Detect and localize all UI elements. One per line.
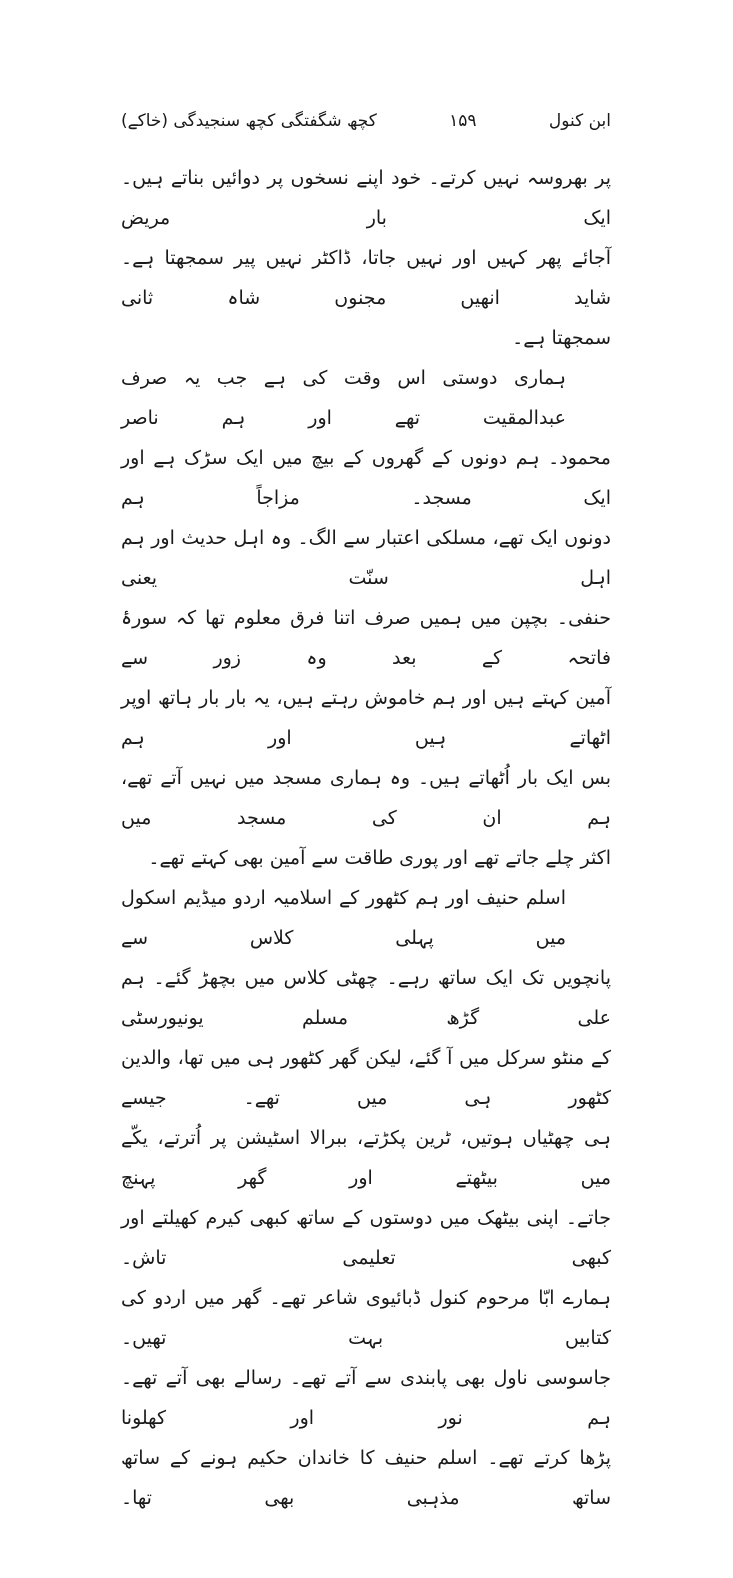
text-line: حنفی۔ بچپن میں ہمیں صرف اتنا فرق معلوم تھا کہ سورۂ فاتحہ کے بعد وہ زور سے: [121, 607, 611, 669]
text-line: اکثر چلے جاتے تھے اور پوری طاقت سے آمین بھی کہتے تھے۔: [148, 847, 611, 869]
paragraph-first-line: اسلم حنیف اور ہم کٹھور کے اسلامیہ اردو میڈیم اسکول میں پہلی کلاس سے: [121, 887, 566, 949]
text-line: آجائے پھر کہیں اور نہیں جاتا، ڈاکٹر نہیں پیر سمجھتا ہے۔ شاید انھیں مجنوں شاہ ثانی: [121, 247, 611, 309]
text-line: ہی چھٹیاں ہوتیں، ٹرین پکڑتے، ببرالا اسٹیشن پر اُترتے، یکّے میں بیٹھتے اور گھر پہنچ: [121, 1127, 611, 1189]
text-line: سمجھتا ہے۔: [512, 327, 611, 349]
text-line: جاسوسی ناول بھی پابندی سے آتے تھے۔ رسالے بھی آتے تھے۔ ہم نور اور کھلونا: [121, 1367, 611, 1429]
text-line: پڑھا کرتے تھے۔ اسلم حنیف کا خاندان حکیم ہونے کے ساتھ ساتھ مذہبی بھی تھا۔: [121, 1447, 611, 1509]
text-line: پانچویں تک ایک ساتھ رہے۔ چھٹی کلاس میں بچھڑ گئے۔ ہم علی گڑھ مسلم یونیورسٹی: [121, 967, 611, 1029]
text-line: محمود۔ ہم دونوں کے گھروں کے بیچ میں ایک سڑک ہے اور ایک مسجد۔ مزاجاً ہم: [121, 447, 611, 509]
text-line: جاتے۔ اپنی بیٹھک میں دوستوں کے ساتھ کبھی کیرم کھیلتے اور کبھی تعلیمی تاش۔: [121, 1207, 611, 1269]
running-header-book-title: کچھ شگفتگی کچھ سنجیدگی (خاکے): [121, 111, 377, 131]
text-line: دونوں ایک تھے، مسلکی اعتبار سے الگ۔ وہ اہل حدیث اور ہم اہل سنّت یعنی: [121, 527, 611, 589]
page-body: [121, 158, 611, 1518]
running-header: [121, 108, 611, 134]
text-line: آمین کہتے ہیں اور ہم خاموش رہتے ہیں، یہ بار بار ہاتھ اوپر اٹھاتے ہیں اور ہم: [121, 687, 611, 749]
text-line: بس ایک بار اُٹھاتے ہیں۔ وہ ہماری مسجد میں نہیں آتے تھے، ہم ان کی مسجد میں: [121, 767, 611, 829]
text-line: پر بھروسہ نہیں کرتے۔ خود اپنے نسخوں پر دوائیں بناتے ہیں۔ ایک بار مریض: [121, 167, 611, 229]
page-number: ۱۵۹: [449, 111, 477, 131]
running-header-author: ابن کنول: [548, 111, 611, 131]
paragraph-first-line: ہماری دوستی اس وقت کی ہے جب یہ صرف عبدالمقیت تھے اور ہم ناصر: [121, 367, 566, 429]
text-line: ہمارے ابّا مرحوم کنول ڈبائیوی شاعر تھے۔ گھر میں اردو کی کتابیں بہت تھیں۔: [121, 1287, 611, 1349]
text-line: کے منٹو سرکل میں آ گئے، لیکن گھر کٹھور ہی میں تھا، والدین کٹھور ہی میں تھے۔ جیسے: [121, 1047, 611, 1109]
